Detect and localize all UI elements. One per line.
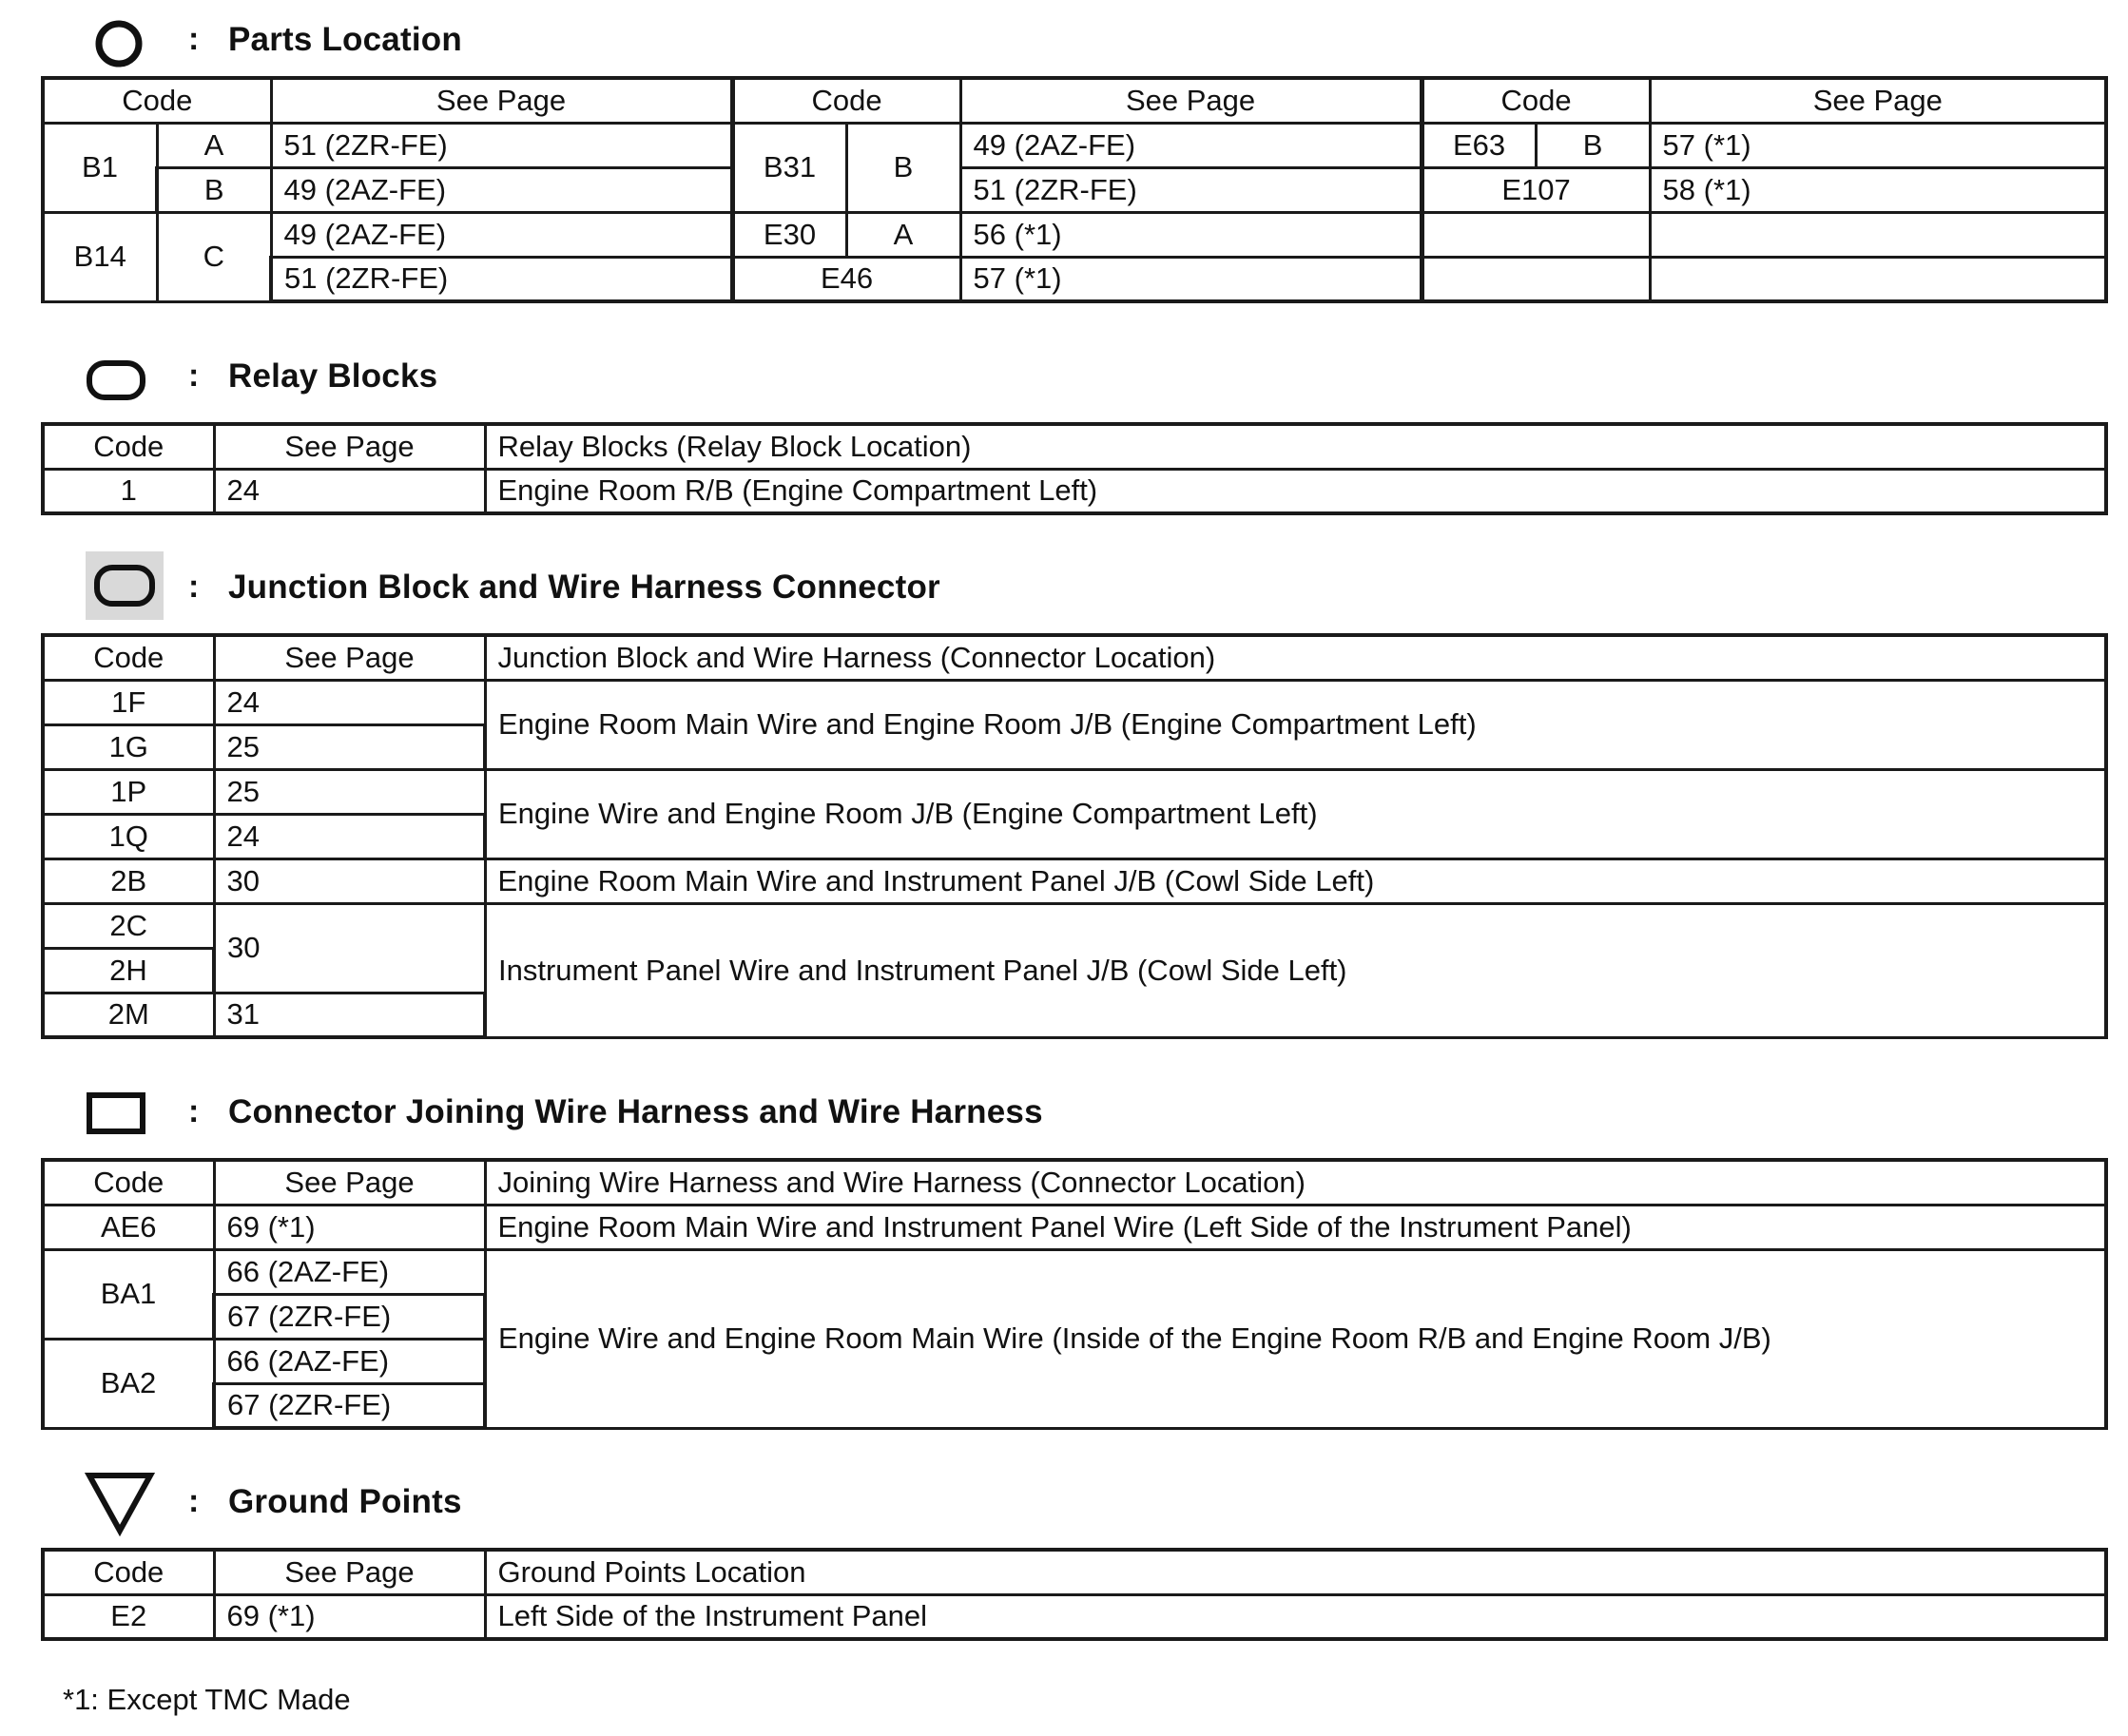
table-row <box>43 769 2106 814</box>
code-cell: E2 <box>43 1594 214 1639</box>
description-cell: Engine Room Main Wire and Instrument Panel Wire (Left Side of the Instrument Panel) <box>485 1205 2106 1249</box>
sub-code-cell: B <box>157 167 271 212</box>
section-title: Parts Location <box>228 21 462 58</box>
page-cell: 57 (*1) <box>1650 123 2106 167</box>
table-row <box>43 167 2106 212</box>
description-cell: Engine Room Main Wire and Instrument Panel J/B (Cowl Side Left) <box>485 858 2106 903</box>
code-cell: AE6 <box>43 1205 214 1249</box>
section-colon: : <box>188 1093 200 1129</box>
ground-points-table <box>41 1548 2108 1641</box>
section-title: Ground Points <box>228 1483 462 1520</box>
page-cell: 24 <box>214 680 485 724</box>
header-description: Joining Wire Harness and Wire Harness (Connector Location) <box>485 1160 2106 1205</box>
page-cell: 57 (*1) <box>960 257 1422 301</box>
table-row <box>43 680 2106 724</box>
code-cell: 2M <box>43 993 214 1037</box>
header-description: Junction Block and Wire Harness (Connector Location) <box>485 635 2106 680</box>
header-see-page: See Page <box>214 635 485 680</box>
relay-blocks-header <box>67 340 2063 416</box>
code-cell: 1Q <box>43 814 214 858</box>
code-cell: 1F <box>43 680 214 724</box>
connector-joining-header <box>67 1076 2063 1152</box>
empty-cell <box>1422 212 1650 257</box>
table-row <box>43 257 2106 301</box>
table-row <box>43 1205 2106 1249</box>
description-cell: Left Side of the Instrument Panel <box>485 1594 2106 1639</box>
header-code: Code <box>43 78 271 123</box>
table-row <box>43 212 2106 257</box>
header-code: Code <box>43 635 214 680</box>
header-see-page: See Page <box>271 78 732 123</box>
code-cell: 1 <box>43 469 214 513</box>
table-row <box>43 123 2106 167</box>
table-row <box>43 903 2106 948</box>
code-cell: E46 <box>732 257 960 301</box>
page-cell: 58 (*1) <box>1650 167 2106 212</box>
header-see-page: See Page <box>214 424 485 469</box>
section-colon: : <box>188 21 200 57</box>
code-cell: 2H <box>43 948 214 993</box>
footnote: *1: Except TMC Made <box>63 1683 351 1716</box>
page-cell: 67 (2ZR-FE) <box>214 1294 485 1339</box>
page-cell: 30 <box>214 858 485 903</box>
sub-code-cell: B <box>1536 123 1650 167</box>
page-cell: 49 (2AZ-FE) <box>271 212 732 257</box>
code-cell: E30 <box>732 212 846 257</box>
header-see-page: See Page <box>214 1160 485 1205</box>
description-cell: Engine Room Main Wire and Engine Room J/B (Engine Compartment Left) <box>485 680 2106 769</box>
header-description: Ground Points Location <box>485 1550 2106 1594</box>
sub-code-cell: C <box>157 212 271 301</box>
page-cell: 51 (2ZR-FE) <box>271 257 732 301</box>
page-cell: 56 (*1) <box>960 212 1422 257</box>
table-header-row <box>43 78 2106 123</box>
ground-points-header <box>67 1466 2063 1542</box>
page-cell: 30 <box>214 903 485 993</box>
table-header-row <box>43 1550 2106 1594</box>
table-header-row <box>43 635 2106 680</box>
header-see-page: See Page <box>1650 78 2106 123</box>
table-row <box>43 1594 2106 1639</box>
empty-cell <box>1422 257 1650 301</box>
section-colon: : <box>188 569 200 605</box>
code-cell: 1G <box>43 724 214 769</box>
page-cell: 49 (2AZ-FE) <box>271 167 732 212</box>
page-cell: 51 (2ZR-FE) <box>960 167 1422 212</box>
section-title: Relay Blocks <box>228 357 438 395</box>
table-row <box>43 1249 2106 1294</box>
page-cell: 24 <box>214 814 485 858</box>
section-colon: : <box>188 357 200 394</box>
header-code: Code <box>43 1550 214 1594</box>
rectangle-icon <box>76 1076 171 1152</box>
junction-block-header <box>67 551 2063 627</box>
junction-block-table <box>41 633 2108 1039</box>
code-cell: 2C <box>43 903 214 948</box>
page-cell: 69 (*1) <box>214 1594 485 1639</box>
page-cell: 25 <box>214 769 485 814</box>
section-colon: : <box>188 1483 200 1519</box>
section-title: Junction Block and Wire Harness Connector <box>228 569 940 606</box>
page-cell: 66 (2AZ-FE) <box>214 1339 485 1383</box>
sub-code-cell: A <box>157 123 271 167</box>
code-cell: B1 <box>43 123 157 212</box>
table-header-row <box>43 424 2106 469</box>
description-cell: Engine Room R/B (Engine Compartment Left) <box>485 469 2106 513</box>
page-cell: 66 (2AZ-FE) <box>214 1249 485 1294</box>
header-see-page: See Page <box>960 78 1422 123</box>
connector-joining-table <box>41 1158 2108 1430</box>
table-header-row <box>43 1160 2106 1205</box>
description-cell: Engine Wire and Engine Room J/B (Engine Compartment Left) <box>485 769 2106 858</box>
empty-cell <box>1650 257 2106 301</box>
header-description: Relay Blocks (Relay Block Location) <box>485 424 2106 469</box>
section-title: Connector Joining Wire Harness and Wire Harness <box>228 1093 1043 1130</box>
code-cell: B14 <box>43 212 157 301</box>
shaded-rounded-rectangle-icon <box>76 551 171 627</box>
relay-blocks-table <box>41 422 2108 515</box>
empty-cell <box>1650 212 2106 257</box>
circle-icon <box>76 4 171 80</box>
header-code: Code <box>732 78 960 123</box>
sub-code-cell: B <box>846 123 960 212</box>
sub-code-cell: A <box>846 212 960 257</box>
page-cell: 69 (*1) <box>214 1205 485 1249</box>
code-cell: 1P <box>43 769 214 814</box>
page-cell: 31 <box>214 993 485 1037</box>
parts-location-table <box>41 76 2108 303</box>
table-row <box>43 469 2106 513</box>
header-code: Code <box>43 1160 214 1205</box>
code-cell: BA2 <box>43 1339 214 1428</box>
description-cell: Instrument Panel Wire and Instrument Panel J/B (Cowl Side Left) <box>485 903 2106 1037</box>
code-cell: 2B <box>43 858 214 903</box>
table-row <box>43 858 2106 903</box>
page-cell: 49 (2AZ-FE) <box>960 123 1422 167</box>
code-cell: E63 <box>1422 123 1536 167</box>
code-cell: BA1 <box>43 1249 214 1339</box>
code-cell: B31 <box>732 123 846 212</box>
rounded-rectangle-icon <box>76 340 171 416</box>
header-code: Code <box>43 424 214 469</box>
page-cell: 24 <box>214 469 485 513</box>
triangle-icon <box>76 1466 171 1542</box>
parts-location-header <box>67 4 2063 80</box>
header-see-page: See Page <box>214 1550 485 1594</box>
page-cell: 25 <box>214 724 485 769</box>
header-code: Code <box>1422 78 1650 123</box>
code-cell: E107 <box>1422 167 1650 212</box>
description-cell: Engine Wire and Engine Room Main Wire (Inside of the Engine Room R/B and Engine Room J/B) <box>485 1249 2106 1428</box>
page-cell: 51 (2ZR-FE) <box>271 123 732 167</box>
page-cell: 67 (2ZR-FE) <box>214 1383 485 1428</box>
